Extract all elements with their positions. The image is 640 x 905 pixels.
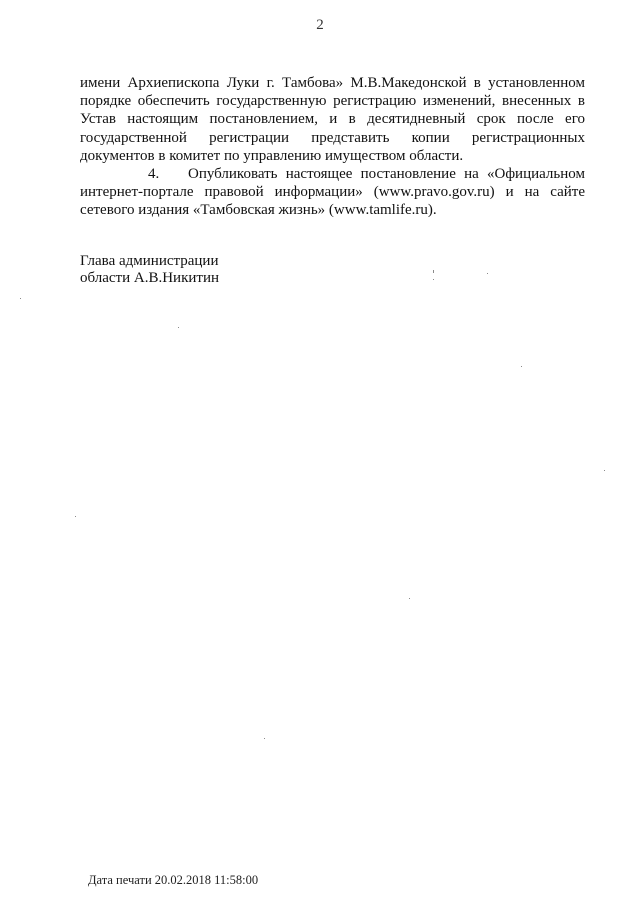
document-body (80, 74, 585, 220)
page-number: 2 (316, 17, 324, 33)
print-date: Дата печати 20.02.2018 11:58:00 (88, 873, 259, 887)
scan-speck (20, 298, 21, 299)
paragraph-line: документов в комитет по управлению имуществом области. (80, 147, 464, 164)
scan-speck (487, 273, 488, 274)
scan-speck (178, 327, 179, 328)
item-number: 4. (148, 166, 160, 183)
paragraph-line: имени Архиепископа Луки г. Тамбова» М.В.Македонской в установленном (80, 75, 585, 91)
scan-speck (604, 470, 605, 471)
paragraph-line: интернет-портале правовой информации» (www.pravo.gov.ru) и на сайте (80, 184, 585, 201)
signatory-position: Глава администрации (80, 253, 219, 269)
scan-speck (264, 738, 265, 739)
item-4-first-line (80, 165, 585, 183)
paragraph-line: сетевого издания «Тамбовская жизнь» (www.tamlife.ru). (80, 202, 437, 219)
scan-speck (409, 598, 410, 599)
signature-block (80, 253, 219, 286)
scan-speck (433, 279, 434, 280)
item-4-text: Опубликовать настоящее постановление на «Официальном (188, 166, 585, 183)
paragraph-line: государственной регистрации представить копии регистрационных (80, 129, 585, 146)
scan-speck (521, 366, 522, 367)
scan-speck (75, 516, 76, 517)
paragraph-line: порядке обеспечить государственную регистрацию изменений, внесенных в (80, 93, 585, 110)
scan-speck (433, 270, 434, 273)
paragraph-line: Устав настоящим постановлением, и в десятидневный срок после его (80, 111, 585, 128)
signatory-name: области А.В.Никитин (80, 269, 220, 286)
